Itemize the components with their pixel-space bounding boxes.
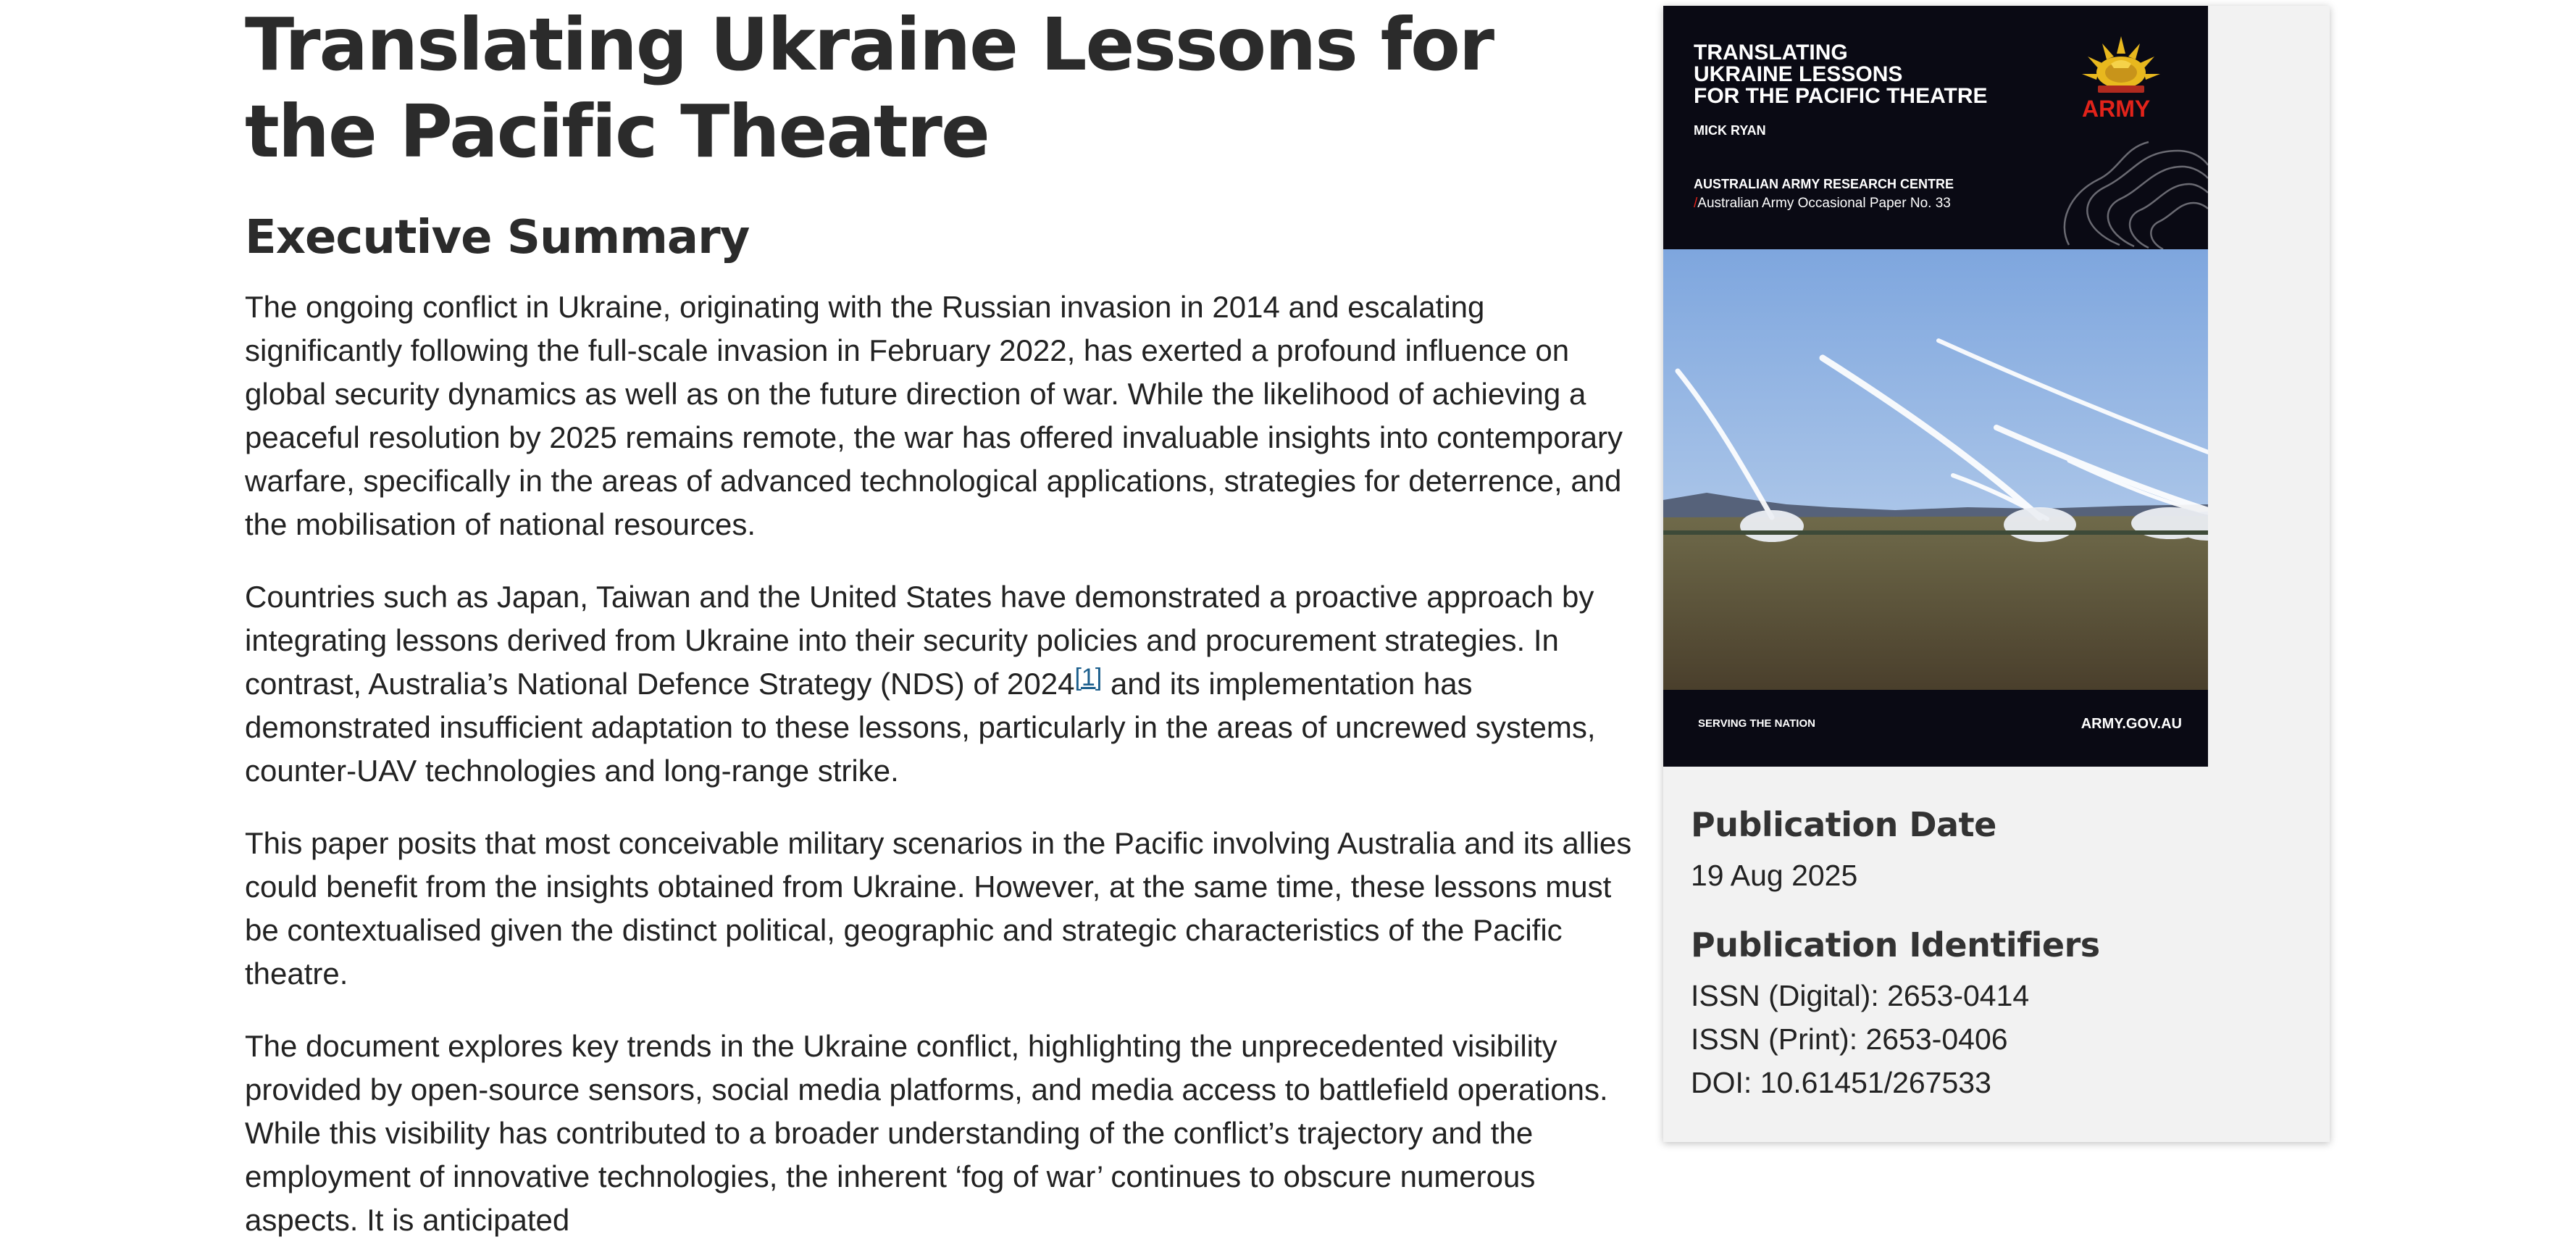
paragraph-2 bbox=[245, 575, 1633, 793]
cover-footer-left: SERVING THE NATION bbox=[1698, 717, 1815, 730]
publication-sidebar bbox=[1663, 6, 2330, 1142]
army-emblem-icon bbox=[2076, 32, 2166, 96]
section-heading-executive-summary: Executive Summary bbox=[245, 211, 750, 264]
page-title: Translating Ukraine Lessons for the Pacific Theatre bbox=[245, 2, 1494, 174]
paragraph-4: The document explores key trends in the Ukraine conflict, highlighting the unprecedented visibility provided by open-source sensors, social media platforms, and media access to battlefield operations. While this visibility has contributed to a broader understanding of the conflict’s trajectory and the employment of innovative technologies, the inherent ‘fog of war’ continues to obscure numerous aspects. It is anticipated bbox=[245, 1029, 1608, 1237]
footnote-link-1[interactable]: [1] bbox=[1074, 664, 1103, 691]
cover-image bbox=[1663, 6, 2208, 767]
publication-identifiers-heading: Publication Identifiers bbox=[1691, 925, 2100, 964]
publication-date: 19 Aug 2025 bbox=[1691, 859, 1858, 892]
army-logo-word: ARMY bbox=[2082, 96, 2151, 122]
paragraph-2-text-b: and its implementation has demonstrated insufficient adaptation to these lessons, particularly in the areas of uncrewed systems, counter-UAV technologies and long-range strike. bbox=[245, 667, 1596, 788]
cover-title-line: FOR THE PACIFIC THEATRE bbox=[1694, 84, 1988, 108]
paragraph-1: The ongoing conflict in Ukraine, originating with the Russian invasion in 2014 and escalating significantly following the full-scale invasion in February 2022, has exerted a profound influence on global security dynamics as well as on the future direction of war. While the likelihood of achieving a peaceful resolution by 2025 remains remote, the war has offered invaluable insights into contemporary warfare, specifically in the areas of advanced technological applications, strategies for deterrence, and the mobilisation of national resources. bbox=[245, 290, 1623, 541]
contour-pattern bbox=[2054, 136, 2208, 252]
cover-series-slash: / bbox=[1694, 196, 1698, 211]
cover-series bbox=[1694, 196, 1951, 212]
cover-research-centre: AUSTRALIAN ARMY RESEARCH CENTRE bbox=[1694, 177, 1954, 191]
publication-meta bbox=[1691, 803, 2299, 1104]
cover-footer-right: ARMY.GOV.AU bbox=[2081, 716, 2182, 732]
paragraph-3: This paper posits that most conceivable military scenarios in the Pacific involving Australia and its allies could benefit from the insights obtained from Ukraine. However, at the same time, these lessons must be contextualised given the distinct political, geographic and strategic characteristics of the Pacific theatre. bbox=[245, 826, 1632, 991]
cover-title bbox=[1694, 42, 2070, 107]
issn-print: ISSN (Print): 2653-0406 bbox=[1691, 1022, 2008, 1056]
paragraph-2-text-a: Countries such as Japan, Taiwan and the United States have demonstrated a proactive approach by integrating lessons derived from Ukraine into their security policies and procurement strategies. In contrast, Australia’s National Defence Strategy (NDS) of 2024 bbox=[245, 580, 1594, 701]
article-main bbox=[245, 0, 1633, 1242]
doi: DOI: 10.61451/267533 bbox=[1691, 1066, 1991, 1099]
issn-digital: ISSN (Digital): 2653-0414 bbox=[1691, 979, 2030, 1012]
publication-date-heading: Publication Date bbox=[1691, 805, 1996, 844]
cover-title-line: UKRAINE LESSONS bbox=[1694, 62, 1903, 86]
cover-series-text: Australian Army Occasional Paper No. 33 bbox=[1697, 196, 1951, 211]
cover-title-line: TRANSLATING bbox=[1694, 41, 1848, 64]
cover-photo-rocket-launch bbox=[1663, 249, 2208, 690]
cover-author: MICK RYAN bbox=[1694, 123, 1766, 138]
